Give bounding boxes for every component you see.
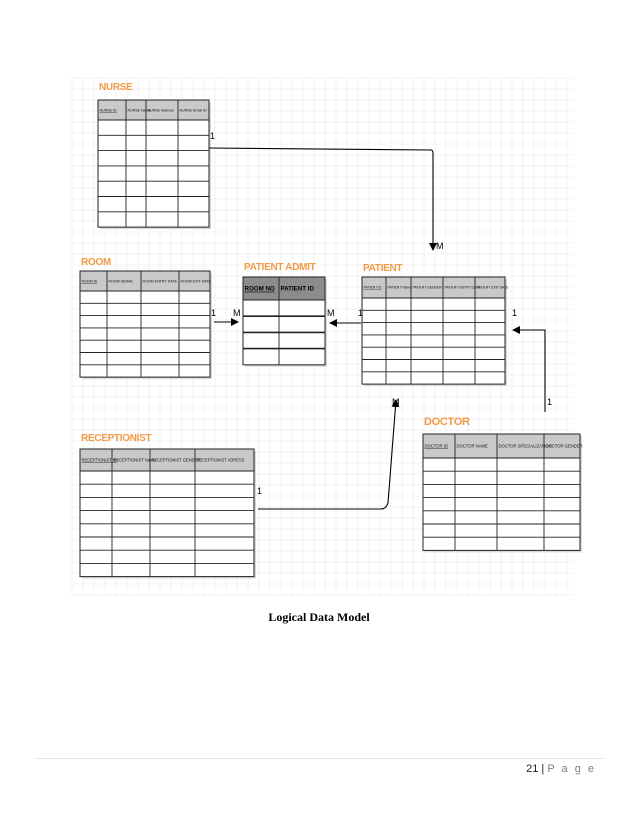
entity-title: DOCTOR <box>424 416 470 428</box>
column-header: DOCTOR SPECIALIZATION <box>498 443 552 449</box>
column-header: DOCTOR GENDER <box>545 443 583 449</box>
column-header: PATIENT GENDER <box>412 285 442 290</box>
relationship-doctor-patient <box>512 308 552 412</box>
footer-divider <box>34 758 604 759</box>
entity-title: NURSE <box>99 82 133 93</box>
figure-caption: Logical Data Model <box>268 610 370 624</box>
cardinality-label: 1 <box>547 397 553 407</box>
column-header: NURSE Email ID <box>179 108 207 113</box>
column-header: ROOM EXIT DATE <box>180 279 211 284</box>
page-number: 21 <box>526 763 539 775</box>
entity-tables <box>80 82 583 579</box>
cardinality-label: 1 <box>211 308 217 318</box>
cardinality-label: 1 <box>358 308 364 318</box>
entity-title: RECEPTIONIST <box>81 433 152 444</box>
column-header: NURSE Name <box>127 108 151 113</box>
entity-patient-admit <box>243 262 327 367</box>
entity-room <box>80 257 212 379</box>
column-header: ROOM ENTRY DATE <box>142 279 178 284</box>
column-header: NURSE ID <box>99 108 117 113</box>
column-header: RECEPTIONIST Name <box>113 457 156 463</box>
column-header: DOCTOR ID <box>424 443 448 449</box>
entity-nurse <box>98 82 211 229</box>
cardinality-label: 1 <box>512 308 518 318</box>
cardinality-label: M <box>327 308 335 318</box>
page-separator: | <box>541 763 545 775</box>
cardinality-label: 1 <box>210 131 216 141</box>
entity-receptionist <box>80 433 256 579</box>
column-header: ROOM SERIAL <box>108 279 134 284</box>
relationship-line <box>258 400 396 509</box>
column-header: RECEPTIONIST GENDER <box>151 457 201 463</box>
relationship-receptionist-patient <box>257 397 400 509</box>
column-header: RECEPTIONIST ID <box>81 457 117 463</box>
entity-title: PATIENT ADMIT <box>244 262 316 273</box>
page-label: P a g e <box>547 763 596 775</box>
entity-patient <box>362 263 509 386</box>
relationship-nurse-patient <box>209 131 444 251</box>
cardinality-label: M <box>392 397 400 407</box>
entity-title: ROOM <box>81 257 111 268</box>
column-header: PATIENT ID <box>363 285 382 290</box>
page-footer <box>526 763 596 775</box>
column-header: PATIENT Name <box>387 285 412 290</box>
column-header: PATIENT EXIT DATE <box>476 285 509 290</box>
column-header: ROOM NO <box>244 285 275 293</box>
entity-doctor <box>423 416 583 552</box>
column-header: RECEPTIONIST ADRESS <box>196 457 245 463</box>
cardinality-label: M <box>436 241 444 251</box>
column-header: NURSE Address <box>147 108 175 113</box>
relationship-patient-patient-admit <box>327 308 363 323</box>
cardinality-label: M <box>233 308 241 318</box>
column-header: DOCTOR NAME <box>456 443 488 449</box>
column-header: PATIENT ID <box>280 285 314 293</box>
entity-title: PATIENT <box>363 263 403 274</box>
column-header: PATIENT ENTRY DATE <box>444 285 481 290</box>
column-header: ROOM ID <box>81 279 98 284</box>
cardinality-label: 1 <box>257 486 263 496</box>
